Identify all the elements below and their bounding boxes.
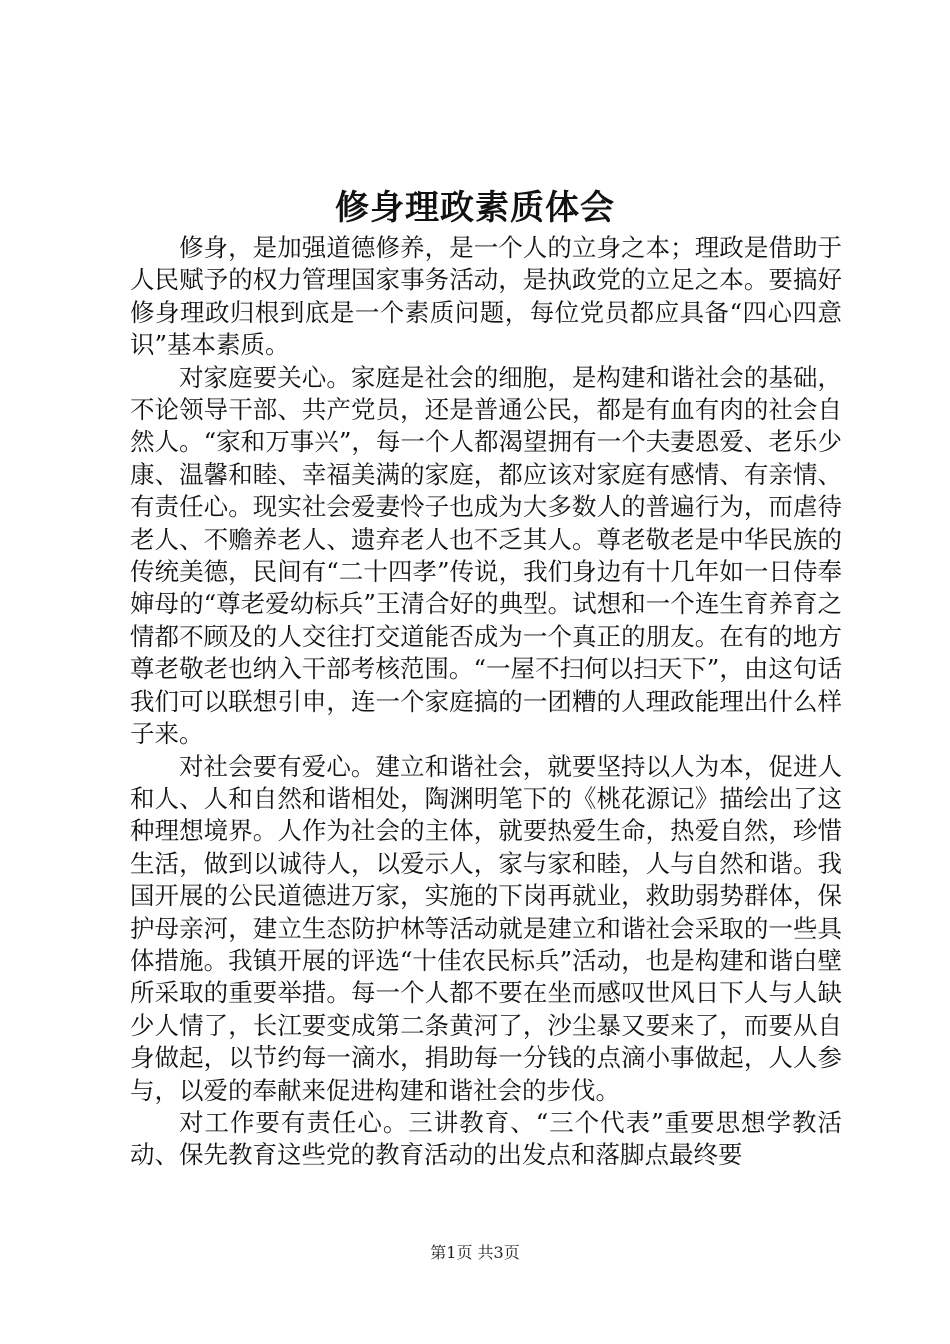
paragraph-intro: 修身，是加强道德修养，是一个人的立身之本；理政是借助于人民赋予的权力管理国家事务活动，是执政党的立足之本。要搞好修身理政归根到底是一个素质问题，每位党员都应具备“四心四意识”基本素质。 — [130, 233, 842, 360]
document-body — [130, 232, 842, 1172]
paragraph-society: 对社会要有爱心。建立和谐社会，就要坚持以人为本，促进人和人、人和自然和谐相处，陶渊明笔下的《桃花源记》描绘出了这种理想境界。人作为社会的主体，就要热爱生命，热爱自然，珍惜生活，做到以诚待人，以爱示人，家与家和睦，人与自然和谐。我国开展的公民道德进万家，实施的下岗再就业，救助弱势群体，保护母亲河，建立生态防护林等活动就是建立和谐社会采取的一些具体措施。我镇开展的评选“十佳农民标兵”活动，也是构建和谐白壁所采取的重要举措。每一个人都不要在坐而感叹世风日下人与人缺少人情了，长江要变成第二条黄河了，沙尘暴又要来了，而要从自身做起，以节约每一滴水，捐助每一分钱的点滴小事做起，人人参与，以爱的奉献来促进构建和谐社会的步伐。 — [130, 751, 842, 1105]
page-number-footer: 第1页 共3页 — [430, 1243, 520, 1262]
document-title: 修身理政素质体会 — [335, 188, 615, 228]
paragraph-work: 对工作要有责任心。三讲教育、“三个代表”重要思想学教活动、保先教育这些党的教育活动的出发点和落脚点最终要 — [130, 1107, 842, 1170]
paragraph-family: 对家庭要关心。家庭是社会的细胞，是构建和谐社会的基础，不论领导干部、共产党员，还是普通公民，都是有血有肉的社会自然人。“家和万事兴”，每一个人都渴望拥有一个夫妻恩爱、老乐少康、温馨和睦、幸福美满的家庭，都应该对家庭有感情、有亲情、有责任心。现实社会爱妻怜子也成为大多数人的普遍行为，而虐待老人、不赡养老人、遗弃老人也不乏其人。尊老敬老是中华民族的传统美德，民间有“二十四孝”传说，我们身边有十几年如一日侍奉婶母的“尊老爱幼标兵”王清合好的典型。试想和一个连生育养育之情都不顾及的人交往打交道能否成为一个真正的朋友。在有的地方尊老敬老也纳入干部考核范围。“一屋不扫何以扫天下”，由这句话我们可以联想引申，连一个家庭搞的一团糟的人理政能理出什么样子来。 — [130, 362, 842, 749]
